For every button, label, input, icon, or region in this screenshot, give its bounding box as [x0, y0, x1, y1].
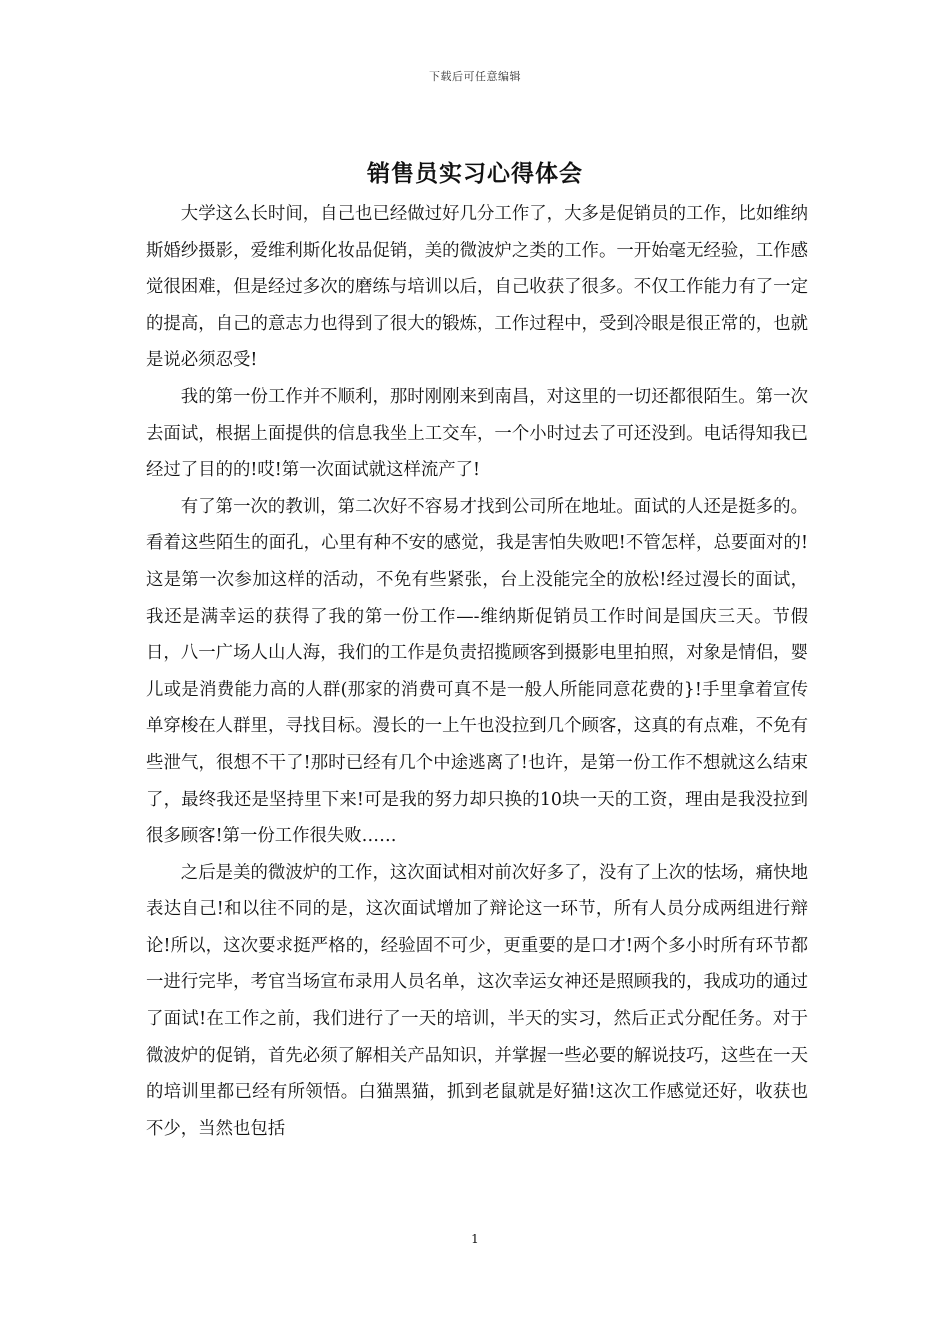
document-body — [146, 196, 808, 1147]
paragraph: 之后是美的微波炉的工作，这次面试相对前次好多了，没有了上次的怯场，痛快地表达自己!和以往不同的是，这次面试增加了辩论这一环节，所有人员分成两组进行辩论!所以，这次要求挺严格的，经验固不可少，更重要的是口才!两个多小时所有环节都一进行完毕，考官当场宣布录用人员名单，这次幸运女神还是照顾我的，我成功的通过了面试!在工作之前，我们进行了一天的培训，半天的实习，然后正式分配任务。对于微波炉的促销，首先必须了解相关产品知识，并掌握一些必要的解说技巧，这些在一天的培训里都已经有所领悟。白猫黑猫，抓到老鼠就是好猫!这次工作感觉还好，收获也不少，当然也包括 — [146, 862, 808, 1139]
document-title: 销售员实习心得体会 — [367, 160, 583, 187]
paragraph: 有了第一次的教训，第二次好不容易才找到公司所在地址。面试的人还是挺多的。看着这些陌生的面孔，心里有种不安的感觉，我是害怕失败吧!不管怎样，总要面对的!这是第一次参加这样的活动，不免有些紧张，台上没能完全的放松!经过漫长的面试，我还是满幸运的获得了我的第一份工作—-维纳斯促销员工作时间是国庆三天。节假日，八一广场人山人海，我们的工作是负责招揽顾客到摄影电里拍照，对象是情侣，婴儿或是消费能力高的人群(那家的消费可真不是一般人所能同意花费的}!手里拿着宣传单穿梭在人群里，寻找目标。漫长的一上午也没拉到几个顾客，这真的有点难，不免有些泄气，很想不干了!那时已经有几个中途逃离了!也许，是第一份工作不想就这么结束了，最终我还是坚持里下来!可是我的努力却只换的10块一天的工资，理由是我没拉到很多顾客!第一份工作很失败…… — [146, 496, 808, 847]
page-header: 下载后可任意编辑 — [429, 70, 521, 83]
paragraph: 我的第一份工作并不顺利，那时刚刚来到南昌，对这里的一切还都很陌生。第一次去面试，根据上面提供的信息我坐上工交车，一个小时过去了可还没到。电话得知我已经过了目的的!哎!第一次面试就这样流产了! — [146, 386, 808, 481]
paragraph: 大学这么长时间，自己也已经做过好几分工作了，大多是促销员的工作，比如维纳斯婚纱摄影，爱维利斯化妆品促销，美的微波炉之类的工作。一开始毫无经验，工作感觉很困难，但是经过多次的磨练与培训以后，自己收获了很多。不仅工作能力有了一定的提高，自己的意志力也得到了很大的锻炼，工作过程中，受到冷眼是很正常的，也就是说必须忍受! — [146, 204, 808, 371]
page-number: 1 — [471, 1232, 479, 1246]
